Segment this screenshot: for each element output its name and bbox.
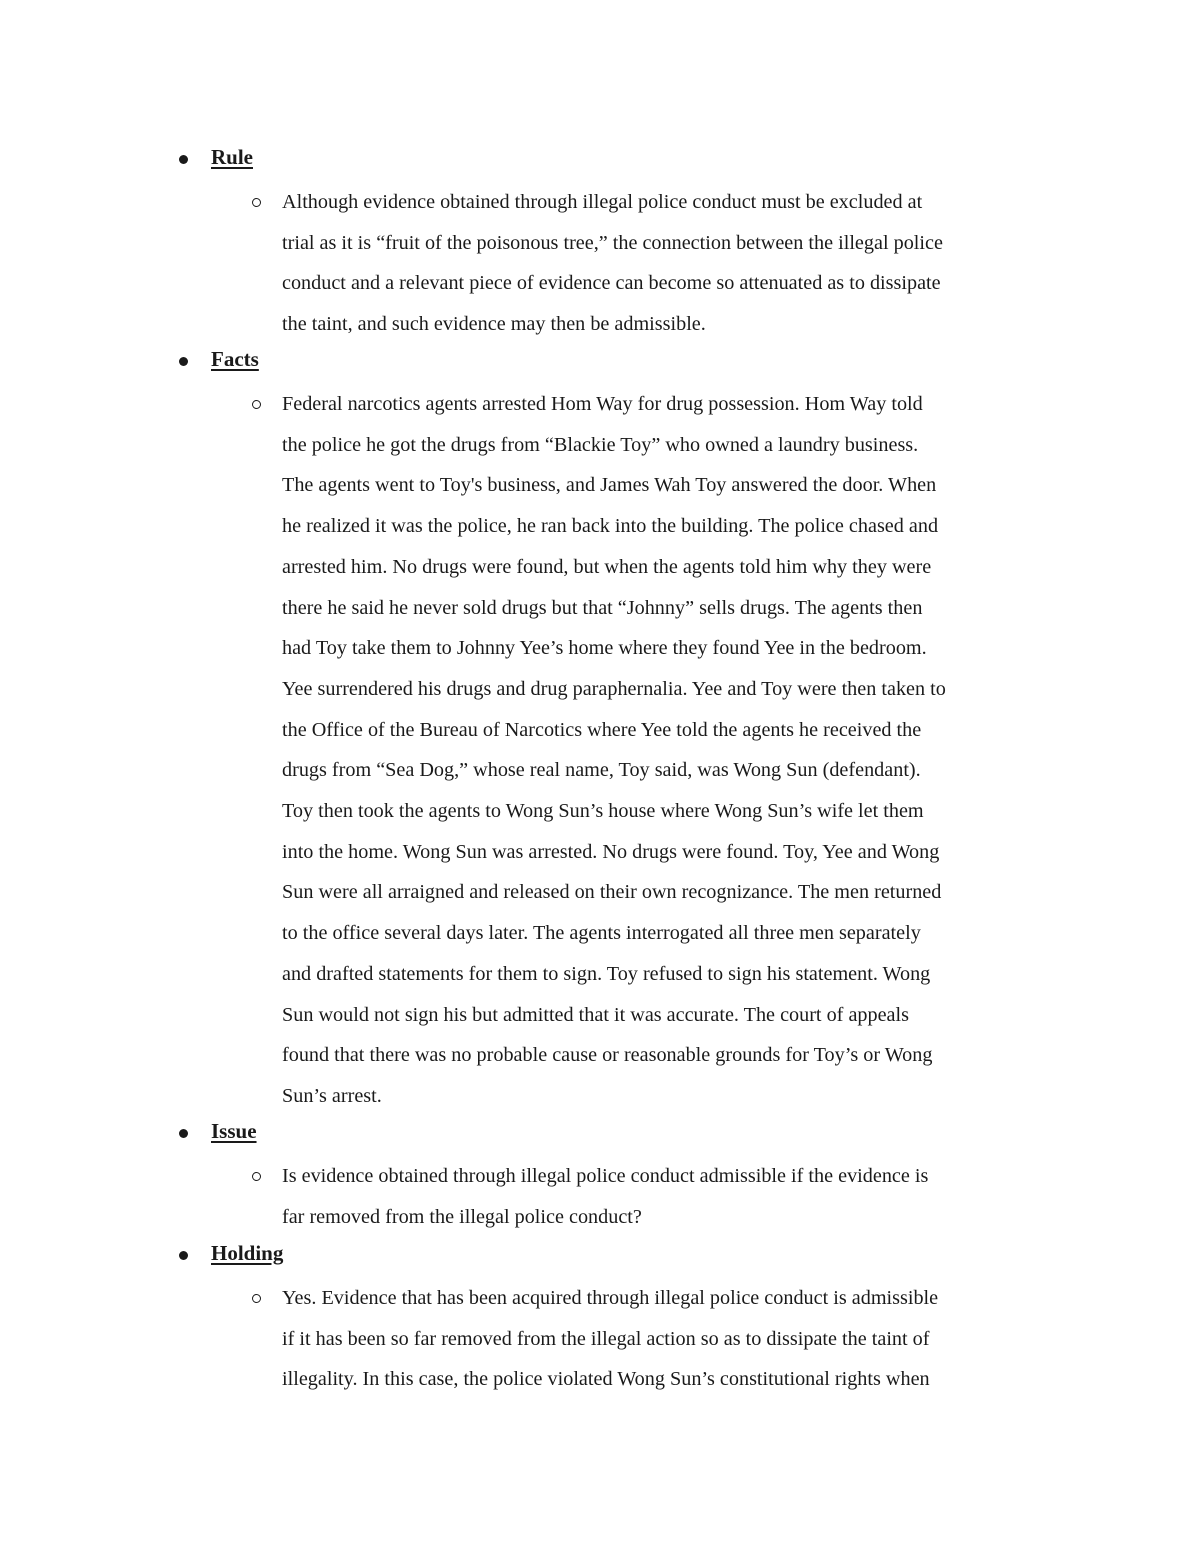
section-body: [0, 182, 1200, 345]
bullet-circle-icon: [252, 1294, 261, 1303]
text-line: the taint, and such evidence may then be admissible.: [282, 313, 706, 336]
text-line: Sun’s arrest.: [282, 1084, 382, 1107]
text-line: The agents went to Toy's business, and James Wah Toy answered the door. When: [282, 474, 937, 497]
text-line: conduct and a relevant piece of evidence can become so attenuated as to dissipate: [282, 272, 941, 295]
section-body: [0, 1278, 1200, 1400]
text-line: Toy then took the agents to Wong Sun’s house where Wong Sun’s wife let them: [282, 800, 924, 823]
text-line: the police he got the drugs from “Blackie Toy” who owned a laundry business.: [282, 433, 919, 456]
section-heading-row: [0, 344, 1200, 384]
section-heading-row: [0, 1116, 1200, 1156]
section-heading-holding: Holding: [211, 1241, 284, 1265]
text-line: Yee surrendered his drugs and drug paraphernalia. Yee and Toy were then taken to: [282, 677, 946, 700]
section-heading-rule: Rule: [211, 145, 253, 169]
section-rule: [0, 142, 1200, 345]
bullet-disc-icon: [179, 357, 188, 366]
text-line: to the office several days later. The agents interrogated all three men separately: [282, 922, 921, 945]
text-line: had Toy take them to Johnny Yee’s home where they found Yee in the bedroom.: [282, 637, 927, 660]
bullet-circle-icon: [252, 198, 261, 207]
text-line: arrested him. No drugs were found, but when the agents told him why they were: [282, 555, 932, 578]
issue-paragraph: [282, 1156, 1062, 1237]
text-line: Although evidence obtained through illegal police conduct must be excluded at: [282, 191, 923, 213]
rule-paragraph: [282, 182, 1062, 345]
bullet-circle-icon: [252, 1172, 261, 1181]
text-line: into the home. Wong Sun was arrested. No drugs were found. Toy, Yee and Wong: [282, 840, 940, 863]
text-line: and drafted statements for them to sign. Toy refused to sign his statement. Wong: [282, 962, 931, 985]
text-line: there he said he never sold drugs but that “Johnny” sells drugs. The agents then: [282, 596, 923, 619]
section-body: [0, 1156, 1200, 1237]
section-facts: [0, 344, 1200, 1117]
section-heading-issue: Issue: [211, 1119, 257, 1143]
text-line: if it has been so far removed from the illegal action so as to dissipate the taint of: [282, 1327, 930, 1350]
holding-paragraph: [282, 1278, 1062, 1400]
text-line: illegality. In this case, the police violated Wong Sun’s constitutional rights when: [282, 1368, 930, 1391]
text-line: found that there was no probable cause or reasonable grounds for Toy’s or Wong: [282, 1044, 933, 1067]
text-line: the Office of the Bureau of Narcotics where Yee told the agents he received the: [282, 718, 922, 741]
text-line: Sun were all arraigned and released on their own recognizance. The men returned: [282, 881, 942, 904]
section-heading-row: [0, 142, 1200, 182]
section-body: [0, 384, 1200, 1117]
text-line: trial as it is “fruit of the poisonous tree,” the connection between the illegal police: [282, 231, 943, 254]
text-line: Is evidence obtained through illegal police conduct admissible if the evidence is: [282, 1165, 929, 1187]
text-line: Sun would not sign his but admitted that it was accurate. The court of appeals: [282, 1003, 909, 1026]
text-line: Federal narcotics agents arrested Hom Way for drug possession. Hom Way told: [282, 393, 923, 415]
bullet-circle-icon: [252, 400, 261, 409]
section-issue: [0, 1116, 1200, 1237]
facts-paragraph: [282, 384, 1062, 1117]
bullet-disc-icon: [179, 1129, 188, 1138]
text-line: he realized it was the police, he ran back into the building. The police chased and: [282, 515, 939, 538]
text-line: far removed from the illegal police conduct?: [282, 1205, 642, 1228]
text-line: drugs from “Sea Dog,” whose real name, Toy said, was Wong Sun (defendant).: [282, 759, 921, 782]
text-line: Yes. Evidence that has been acquired through illegal police conduct is admissible: [282, 1287, 939, 1309]
section-heading-row: [0, 1238, 1200, 1278]
section-heading-facts: Facts: [211, 347, 259, 371]
bullet-disc-icon: [179, 155, 188, 164]
bullet-disc-icon: [179, 1251, 188, 1260]
section-holding: [0, 1238, 1200, 1400]
